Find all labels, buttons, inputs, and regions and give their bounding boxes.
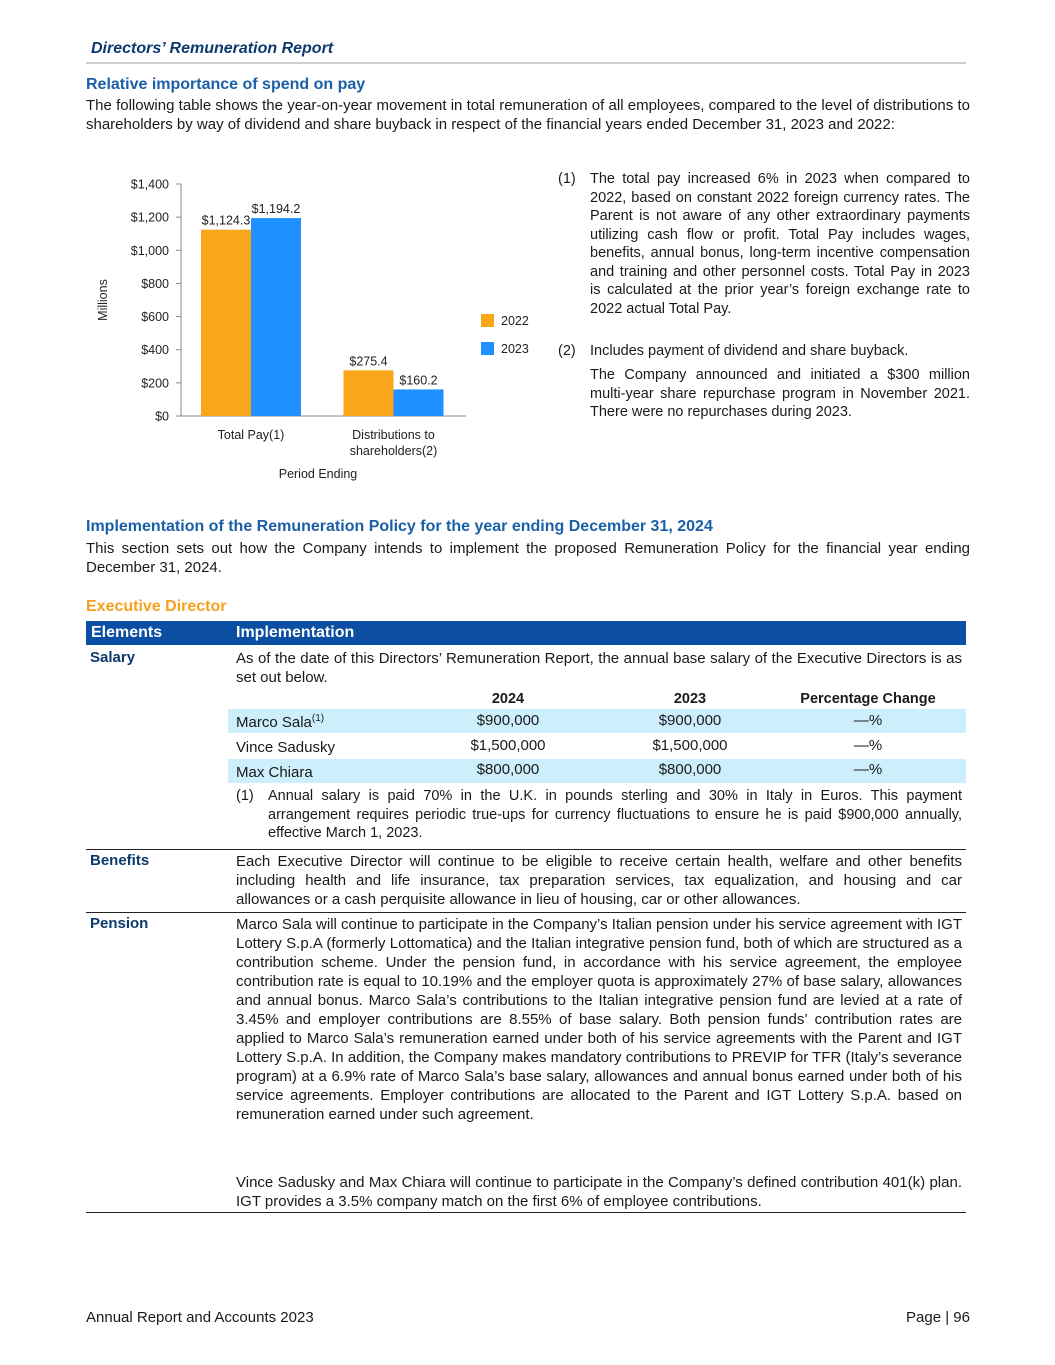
pension-text-1: Marco Sala will continue to participate in the Company’s Italian pension under his service agreement with IGT Lottery S.p.A (formerly Lottomatica) and the Italian integrative pension fund, both of which are structured as a contribution scheme. Under the pension fund, in accordance with his service agreement, the employee contribution rate is equal to 10.19% and the employer quota is approximately 27% of base salary, allowances and annual bonus. Marco Sala’s contributions to the Italian integrative pension fund are levied at a rate of 3.45% and employer contributions are 8.55% of base salary. Both pension funds’ contribution rates are applied to Marco Sala’s remuneration earned under both of his service agreements with the Parent and IGT Lottery S.p.A. In addition, the Company makes mandatory contributions to PREVIP for TFR (Italy’s severance program) at a 6.9% rate of Marco Sala’s base salary, allowances and annual bonus earned under both of his service agreements. Employer contributions are allocated to the Parent and IGT Lottery S.p.A. based on remuneration earned under such agreement.: [236, 916, 962, 1123]
section-heading-spend-on-pay: Relative importance of spend on pay: [86, 76, 366, 93]
legend-label-2022: 2022: [501, 314, 529, 328]
salary-2023: $900,000: [658, 712, 722, 729]
y-axis-title: Millions: [96, 279, 110, 321]
chart-note-2-number: (2): [558, 343, 576, 359]
salary-row-vince-sadusky: [228, 734, 966, 758]
legend-swatch-2023: [481, 342, 494, 355]
pension-text-2: Vince Sadusky and Max Chiara will continue to participate in the Company’s defined contribution 401(k) plan. IGT provides a 3.5% company match on the first 6% of employee contributions.: [236, 1174, 962, 1210]
salary-name-footnote-ref: (1): [311, 713, 325, 724]
salary-name: Vince Sadusky: [236, 739, 335, 756]
benefits-text: Each Executive Director will continue to be eligible to receive certain health, welfare and other benefits including health and life insurance, tax preparation services, tax equalization, and housing and car allowances or a cash perquisite allowance in lieu of housing, car or other allowances.: [236, 853, 962, 908]
col-header-elements: Elements: [91, 624, 163, 641]
y-tick-label: $1,400: [130, 177, 169, 192]
header-divider: [86, 62, 966, 64]
bar-2022-2: [344, 370, 394, 416]
salary-col-change: Percentage Change: [800, 691, 936, 707]
salary-footnote: [236, 787, 962, 843]
data-label-2022-2: $275.4: [349, 354, 388, 369]
legend-label-2023: 2023: [501, 342, 529, 356]
y-tick-label: $200: [141, 376, 169, 391]
bar-2023-1: [251, 218, 301, 416]
chart-note-3-text: The Company announced and initiated a $300 million multi-year share repurchase program in November 2021. There were no repurchases during 2023.: [590, 367, 970, 420]
col-header-implementation: Implementation: [236, 624, 355, 641]
salary-name: Marco Sala$^{(1)}$: [236, 713, 325, 731]
data-label-2023-1: $1,194.2: [251, 202, 301, 217]
footer-page-number: Page | 96: [906, 1309, 970, 1326]
data-label-2023-2: $160.2: [399, 373, 438, 388]
chart-note-2-text: Includes payment of dividend and share buyback.: [590, 343, 909, 359]
chart-note-1-number: (1): [558, 171, 576, 187]
executive-director-heading: Executive Director: [86, 598, 227, 615]
salary-2024: $1,500,000: [470, 737, 546, 754]
bar-chart-svg: [86, 168, 546, 498]
salary-col-2023: 2023: [673, 691, 707, 707]
salary-name: Max Chiara: [236, 764, 313, 781]
row-label-pension: Pension: [90, 915, 149, 932]
salary-row-max-chiara: [228, 759, 966, 783]
salary-footnote-text: Annual salary is paid 70% in the U.K. in pounds sterling and 30% in Italy in Euros. This payment arrangement requires periodic true-ups for currency fluctuations to ensure he is paid $900,000 annually, effective March 1, 2023.: [268, 788, 962, 841]
row-divider-benefits: [86, 912, 966, 913]
section-body-spend-on-pay: The following table shows the year-on-year movement in total remuneration of all employees, compared to the level of distributions to shareholders by way of dividend and share buyback in respect of the financial years ended December 31, 2023 and 2022:: [86, 97, 970, 133]
salary-2023: $1,500,000: [652, 737, 728, 754]
chart-note-1: [558, 170, 970, 317]
y-tick-label: $400: [141, 343, 169, 358]
section-heading-implementation: Implementation of the Remuneration Policy for the year ending December 31, 2024: [86, 518, 713, 535]
salary-2023: $800,000: [658, 761, 722, 778]
x-category-label: Distributions to: [352, 428, 435, 442]
report-header-title: Directors’ Remuneration Report: [91, 40, 334, 57]
x-category-label: shareholders(2): [349, 444, 438, 458]
salary-row-marco-sala: [228, 709, 966, 733]
chart-note-2: [558, 342, 970, 362]
row-divider-salary: [86, 849, 966, 850]
row-label-salary: Salary: [90, 649, 136, 666]
row-label-benefits: Benefits: [90, 852, 150, 869]
y-tick-label: $0: [155, 409, 169, 424]
y-tick-label: $600: [141, 310, 169, 325]
y-tick-label: $800: [141, 276, 169, 291]
salary-2024: $900,000: [476, 712, 540, 729]
salary-change: —%: [853, 712, 883, 729]
salary-intro: As of the date of this Directors’ Remuneration Report, the annual base salary of the Executive Directors is as set out below.: [236, 650, 962, 686]
legend-swatch-2022: [481, 314, 494, 327]
exec-table-header: [86, 621, 966, 645]
y-tick-label: $1,200: [130, 210, 169, 225]
x-category-label: Total Pay(1): [217, 428, 285, 442]
chart-note-3: [558, 366, 970, 426]
x-axis-title: Period Ending: [278, 467, 358, 481]
footer-report-name: Annual Report and Accounts 2023: [86, 1309, 314, 1326]
bar-2022-1: [201, 230, 251, 416]
section-body-implementation: This section sets out how the Company intends to implement the proposed Remuneration Policy for the financial year ending December 31, 2024.: [86, 540, 970, 576]
salary-change: —%: [853, 737, 883, 754]
chart-note-1-text: The total pay increased 6% in 2023 when compared to 2022, based on constant 2022 foreign currency rates. The Parent is not aware of any other extraordinary payments utilizing cash flow or profit. Total Pay includes wages, benefits, annual bonus, long-term incentive compensation and training and other personnel costs. Total Pay in 2023 is calculated at the prior year’s foreign exchange rate to 2022 actual Total Pay.: [590, 171, 970, 317]
table-bottom-rule: [86, 1212, 966, 1213]
data-label-2022-1: $1,124.3: [201, 213, 251, 228]
salary-2024: $800,000: [476, 761, 540, 778]
y-tick-label: $1,000: [130, 243, 169, 258]
salary-footnote-number: (1): [236, 788, 254, 804]
bar-2023-2: [394, 389, 444, 416]
spend-on-pay-chart: [86, 168, 546, 498]
salary-col-2024: 2024: [491, 691, 525, 707]
salary-change: —%: [853, 761, 883, 778]
